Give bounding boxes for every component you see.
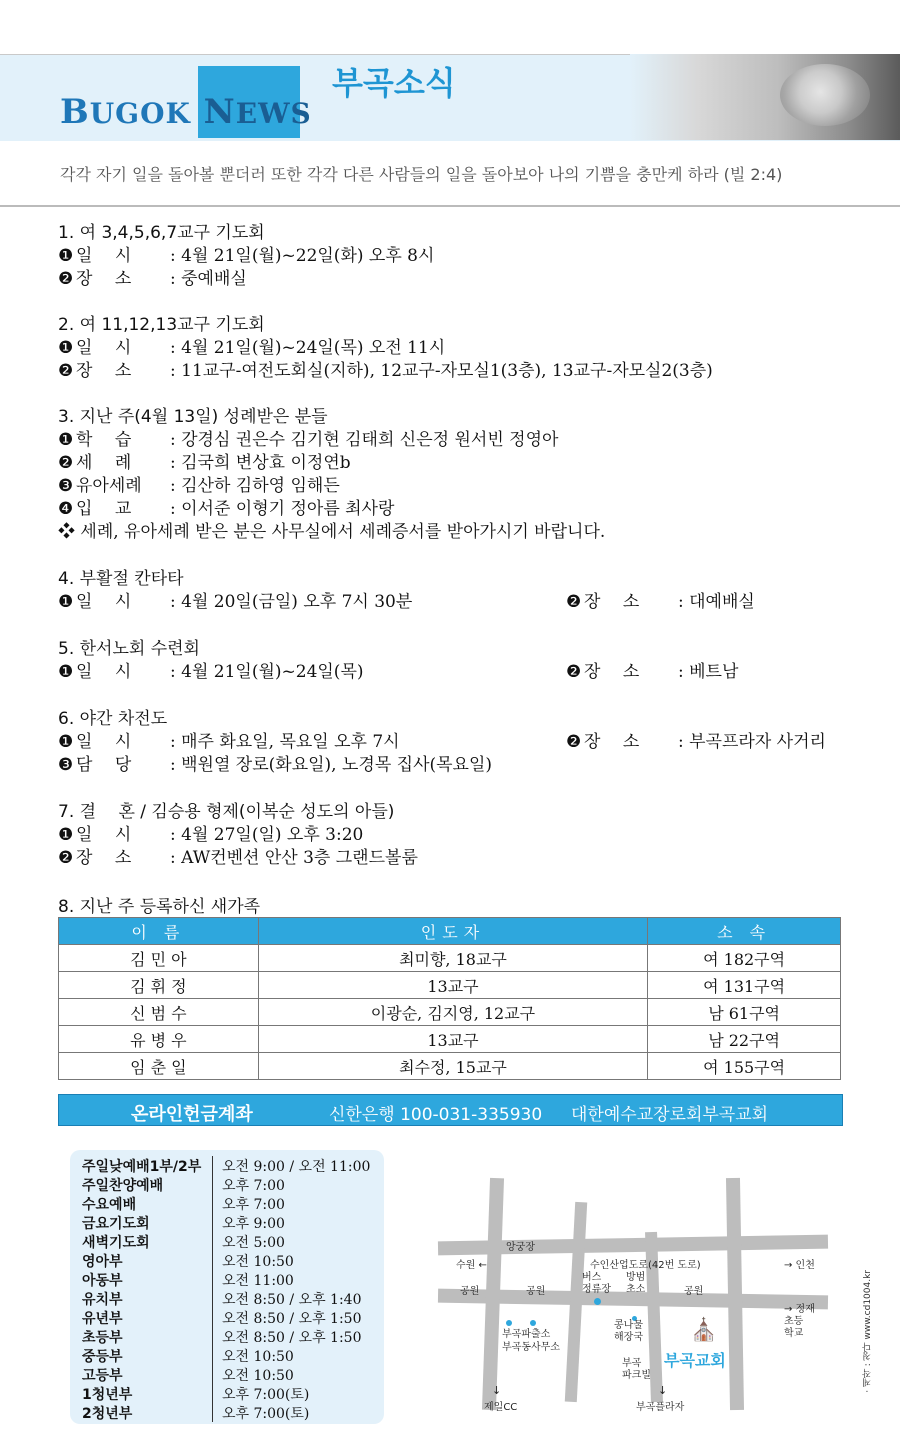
worship-service-time: 오후 7:00(토) — [222, 1406, 310, 1422]
section-3-row-4: ❹ 입 교 : 이서준 이형기 정아름 최사랑 — [58, 499, 395, 519]
cell-guide: 최수정, 15교구 — [258, 1053, 647, 1080]
section-4-row-1: ❶ 일 시 : 4월 20일(금일) 오후 7시 30분 ❷ 장 소 : 대예배실 — [58, 587, 841, 612]
map-label-bus-stop: 버스 정류장 — [582, 1272, 611, 1295]
section-6-row-2: ❷ 장 소 : 부곡프라자 사거리 — [566, 732, 826, 752]
cell-group: 남 22구역 — [648, 1026, 841, 1053]
section-1-title: 1. 여 3,4,5,6,7교구 기도회 — [58, 223, 265, 243]
table-row — [59, 945, 841, 972]
map-label-jeongjae-school: → 정재 초등 학교 — [784, 1304, 815, 1339]
worship-service-time: 오후 7:00(토) — [222, 1387, 310, 1403]
worship-schedule-separator — [212, 1156, 213, 1422]
worship-service-time: 오전 8:50 / 오후 1:50 — [222, 1311, 362, 1327]
column-header-guide: 인도자 — [258, 918, 647, 945]
worship-service-name: 2청년부 — [82, 1406, 133, 1422]
section-4-title: 4. 부활절 칸타타 — [58, 569, 184, 589]
cell-group: 여 131구역 — [648, 972, 841, 999]
map-label-parkville: 부곡 파크빌 — [622, 1358, 651, 1381]
worship-service-time: 오전 10:50 — [222, 1368, 294, 1384]
cell-name: 유 병 우 — [59, 1026, 259, 1053]
brand-logo: BUGOK NEWS — [60, 92, 312, 132]
worship-service-name: 고등부 — [82, 1368, 123, 1384]
new-family-table — [58, 917, 841, 1080]
page-title: 부곡소식 — [332, 64, 456, 102]
map-label-plaza: 부곡플라자 — [636, 1402, 685, 1413]
map-label-park-2: 공원 — [526, 1286, 546, 1297]
bible-verse: 각각 자기 일을 돌아볼 뿐더러 또한 각각 다른 사람들의 일을 돌아보아 나의 기쁨을 충만케 하라 (빌 2:4) — [60, 165, 783, 184]
map-dot-police — [506, 1320, 512, 1326]
cell-guide: 13교구 — [258, 972, 647, 999]
cell-name: 김 휘 정 — [59, 972, 259, 999]
map-dot-office — [530, 1320, 536, 1326]
map-label-church: 부곡교회 — [664, 1351, 726, 1370]
section-6-row-1: ❶ 일 시 : 매주 화요일, 목요일 오후 7시 ❷ 장 소 : 부곡프라자 사거리 — [58, 727, 841, 752]
table-row — [59, 1026, 841, 1053]
section-6-row-3: ❸ 담 당 : 백원열 장로(화요일), 노경목 집사(목요일) — [58, 755, 493, 775]
section-3-row-3: ❸ 유아세례 : 김산하 김하영 임해든 — [58, 476, 340, 496]
cell-name: 임 춘 일 — [59, 1053, 259, 1080]
worship-service-time: 오전 10:50 — [222, 1254, 294, 1270]
worship-service-name: 유년부 — [82, 1311, 123, 1327]
producer-credit: · 제작 : 청다 www.cd1004.kr — [863, 1270, 873, 1393]
worship-service-name: 1청년부 — [82, 1387, 133, 1403]
worship-service-time: 오후 7:00 — [222, 1197, 285, 1213]
map-label-jeil-cc: 제일CC — [484, 1402, 518, 1413]
worship-service-name: 아동부 — [82, 1273, 123, 1289]
section-5-title: 5. 한서노회 수련회 — [58, 639, 200, 659]
online-offering-bar — [58, 1094, 843, 1126]
table-row — [59, 999, 841, 1026]
table-row — [59, 972, 841, 999]
worship-service-time: 오전 8:50 / 오후 1:40 — [222, 1292, 362, 1308]
worship-service-time: 오전 10:50 — [222, 1349, 294, 1365]
worship-service-time: 오전 8:50 / 오후 1:50 — [222, 1330, 362, 1346]
map-label-police: 부곡파출소 부곡동사무소 — [502, 1329, 560, 1353]
map-road-far-east — [726, 1178, 744, 1410]
cell-name: 김 민 아 — [59, 945, 259, 972]
arrow-down-icon: ↓ — [492, 1384, 502, 1397]
section-5-row-2: ❷ 장 소 : 베트남 — [566, 662, 739, 682]
map-label-park-3: 공원 — [684, 1286, 704, 1297]
section-1-row-1: ❶ 일 시 : 4월 21일(월)~22일(화) 오후 8시 — [58, 246, 435, 266]
cell-group: 여 182구역 — [648, 945, 841, 972]
map-label-road: 수인산업도로(42번 도로) — [590, 1260, 701, 1271]
arrow-down-icon: ↓ — [658, 1384, 668, 1397]
tree-stump-image — [780, 64, 870, 126]
worship-service-time: 오후 9:00 — [222, 1216, 285, 1232]
column-header-group: 소 속 — [648, 918, 841, 945]
section-3-note: ❖ 세례, 유아세례 받은 분은 사무실에서 세례증서를 받아가시기 바랍니다. — [58, 522, 606, 542]
section-8-title: 8. 지난 주 등록하신 새가족 — [58, 897, 261, 917]
map-label-anggung: 앙궁장 — [506, 1242, 535, 1253]
worship-service-time: 오전 11:00 — [222, 1273, 294, 1289]
section-2-title: 2. 여 11,12,13교구 기도회 — [58, 315, 265, 335]
table-row — [59, 1053, 841, 1080]
worship-service-name: 초등부 — [82, 1330, 123, 1346]
worship-service-name: 금요기도회 — [82, 1216, 150, 1232]
worship-service-name: 유치부 — [82, 1292, 123, 1308]
section-5-row-1: ❶ 일 시 : 4월 21일(월)~24일(목) ❷ 장 소 : 베트남 — [58, 657, 841, 682]
table-header-row — [59, 918, 841, 945]
column-header-name: 이 름 — [59, 918, 259, 945]
worship-service-name: 영아부 — [82, 1254, 123, 1270]
map-label-incheon: → 인천 — [784, 1260, 815, 1271]
section-7-row-1: ❶ 일 시 : 4월 27일(일) 오후 3:20 — [58, 825, 364, 845]
section-3-row-2: ❷ 세 례 : 김국희 변상효 이정연b — [58, 453, 351, 473]
worship-service-name: 새벽기도회 — [82, 1235, 150, 1251]
worship-service-name: 수요예배 — [82, 1197, 137, 1213]
online-offering-label: 온라인헌금계좌 — [131, 1104, 253, 1125]
section-4-row-2: ❷ 장 소 : 대예배실 — [566, 592, 755, 612]
worship-service-name: 주일낮예배1부/2부 — [82, 1159, 202, 1175]
cell-guide: 최미향, 18교구 — [258, 945, 647, 972]
divider — [0, 205, 900, 207]
section-3-title: 3. 지난 주(4월 13일) 성례받은 분들 — [58, 407, 328, 427]
map-dot-bus-stop — [594, 1298, 601, 1305]
cell-guide: 13교구 — [258, 1026, 647, 1053]
cell-group: 여 155구역 — [648, 1053, 841, 1080]
church-icon: ⛪ — [690, 1318, 718, 1343]
map-label-crime-post: 방범 초소 — [626, 1272, 646, 1295]
section-7-title: 7. 결 혼 / 김승용 형제(이복순 성도의 아들) — [58, 802, 395, 822]
bank-account: 신한은행 100-031-335930 — [329, 1105, 543, 1125]
map-label-restaurant: 콩나물 해장국 — [614, 1320, 643, 1343]
worship-service-time: 오전 9:00 / 오전 11:00 — [222, 1159, 371, 1175]
account-holder: 대한예수교장로회부곡교회 — [571, 1105, 769, 1125]
map-label-park-1: 공원 — [460, 1286, 480, 1297]
worship-service-time: 오후 7:00 — [222, 1178, 285, 1194]
cell-guide: 이광순, 김지영, 12교구 — [258, 999, 647, 1026]
section-6-title: 6. 야간 차전도 — [58, 709, 168, 729]
section-1-row-2: ❷ 장 소 : 중예배실 — [58, 269, 247, 289]
worship-service-name: 중등부 — [82, 1349, 123, 1365]
section-2-row-1: ❶ 일 시 : 4월 21일(월)~24일(목) 오전 11시 — [58, 338, 446, 358]
worship-service-time: 오전 5:00 — [222, 1235, 285, 1251]
section-2-row-2: ❷ 장 소 : 11교구-여전도회실(지하), 12교구-자모실1(3층), 13교구-자모실2(3층) — [58, 361, 713, 381]
church-map — [428, 1172, 840, 1424]
worship-service-name: 주일찬양예배 — [82, 1178, 164, 1194]
cell-group: 남 61구역 — [648, 999, 841, 1026]
cell-name: 신 범 수 — [59, 999, 259, 1026]
section-7-row-2: ❷ 장 소 : AW컨벤션 안산 3층 그랜드볼룸 — [58, 848, 418, 868]
map-label-suwon: 수원 ← — [456, 1260, 487, 1271]
section-3-row-1: ❶ 학 습 : 강경심 권은수 김기현 김태희 신은정 원서빈 정영아 — [58, 430, 559, 450]
